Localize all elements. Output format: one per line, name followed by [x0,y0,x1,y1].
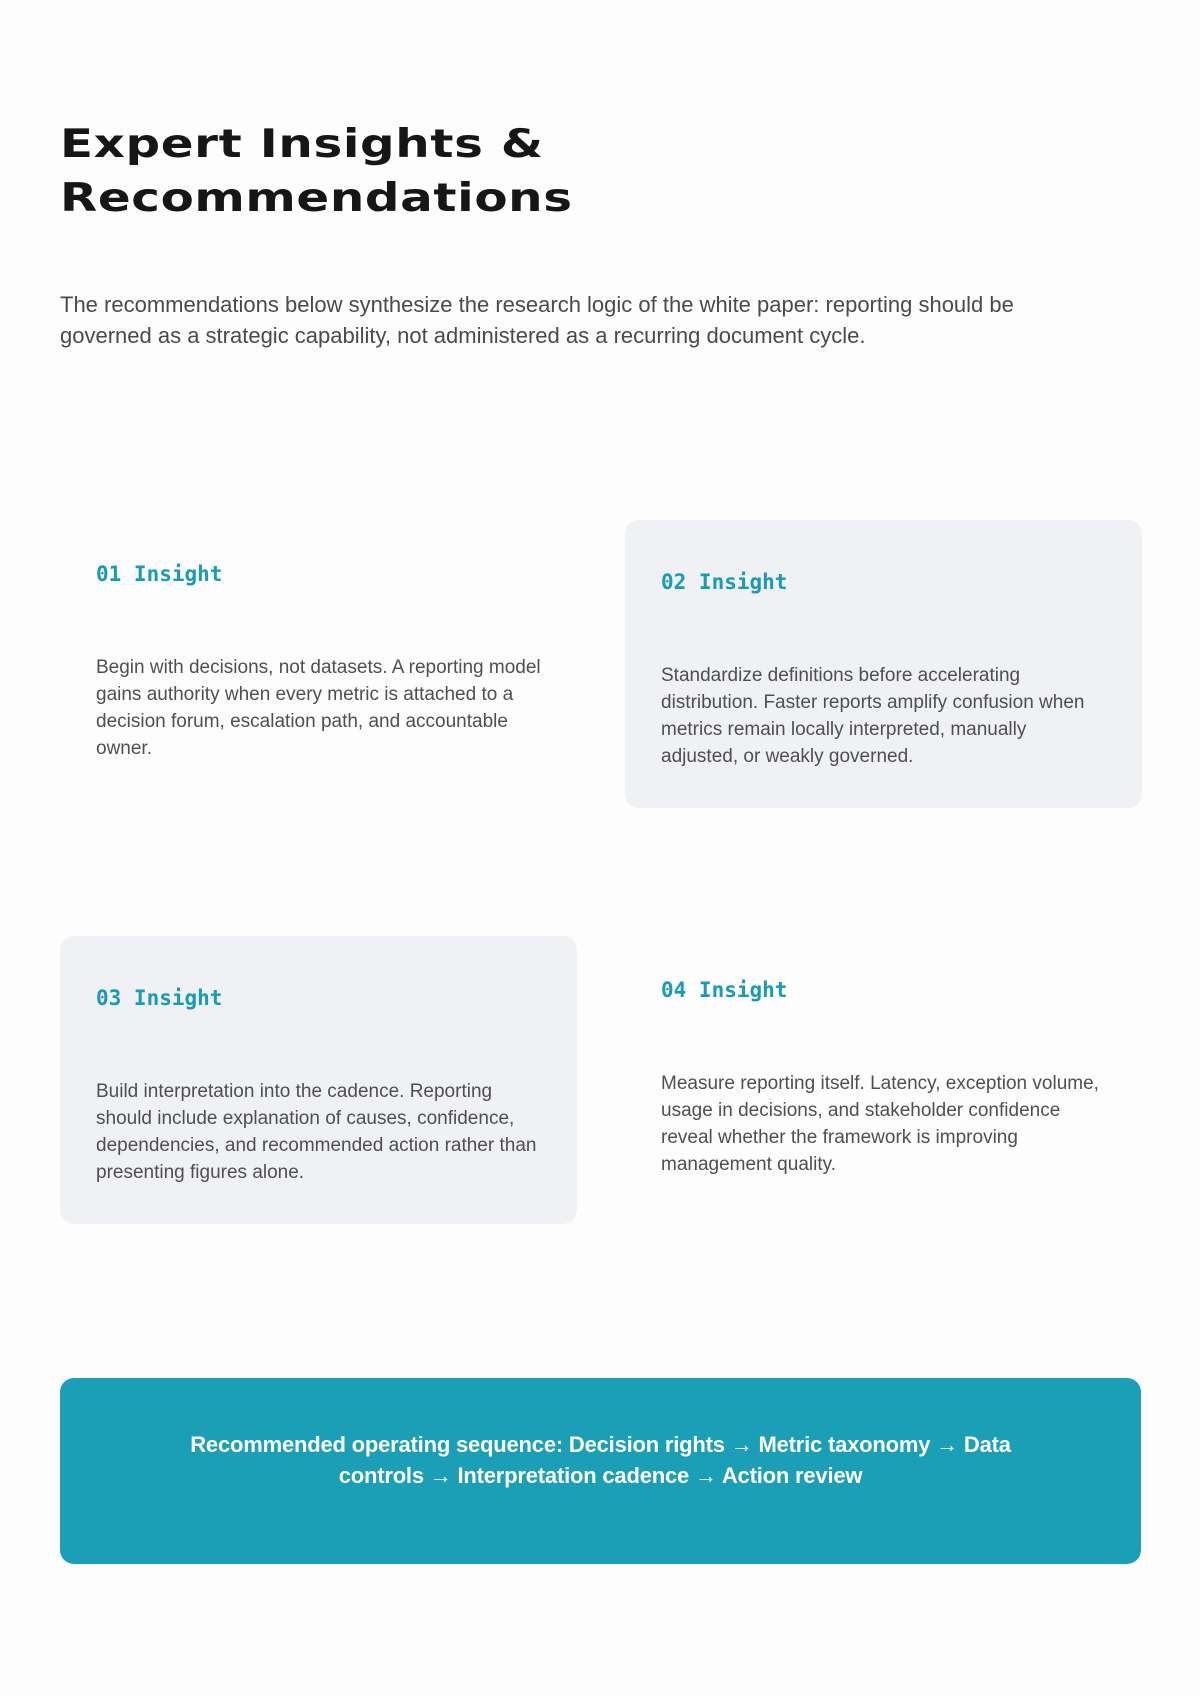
insight-text: Build interpretation into the cadence. Reporting should include explanation of causes, confidence, dependencies, and recommended action rather than presenting figures alone. [96,1081,537,1183]
insight-card-01 [60,520,577,808]
insight-card-03 [60,936,577,1224]
intro-paragraph: The recommendations below synthesize the research logic of the white paper: reporting should be governed as a strategic capability, not administered as a recurring document cycle. [60,292,1014,348]
insight-card-02 [625,520,1142,808]
insight-label: 01 Insight [96,562,223,586]
insight-label: 02 Insight [661,570,788,594]
insight-label: 04 Insight [661,978,788,1002]
insight-text: Standardize definitions before accelerating distribution. Faster reports amplify confusion when metrics remain locally interpreted, manually adjusted, or weakly governed. [661,665,1085,767]
operating-sequence-text: Recommended operating sequence: Decision rights → Metric taxonomy → Data controls → Interpretation cadence → Action review [190,1432,1011,1488]
insight-card-04 [625,936,1142,1224]
page-title: Expert Insights & Recommendations [60,122,573,221]
operating-sequence-banner [60,1378,1141,1564]
document-page [60,0,1141,1696]
insight-text: Begin with decisions, not datasets. A reporting model gains authority when every metric is attached to a decision forum, escalation path, and accountable owner. [96,657,541,759]
insight-label: 03 Insight [96,986,223,1010]
insight-text: Measure reporting itself. Latency, exception volume, usage in decisions, and stakeholder confidence reveal whether the framework is improving management quality. [661,1073,1099,1175]
